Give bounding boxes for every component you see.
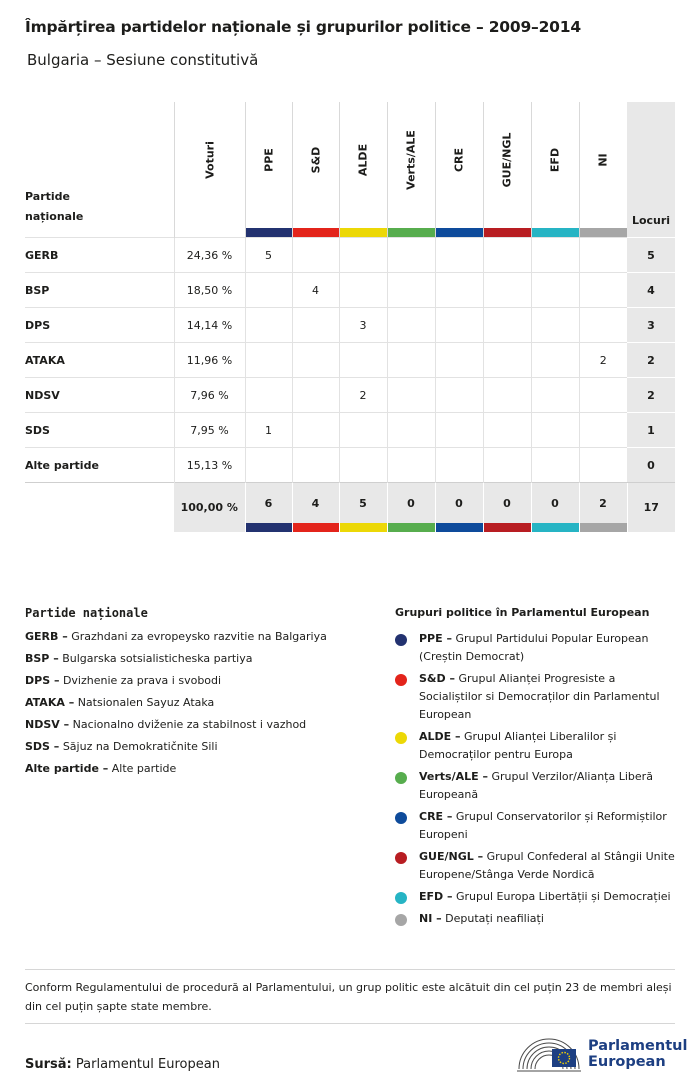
party-name-cell: DPS (25, 308, 174, 343)
seat-cell (339, 273, 387, 308)
seats-column-header: Locuri (627, 102, 675, 238)
seat-cell (387, 308, 435, 343)
group-color-bar (580, 228, 628, 237)
group-legend-item (395, 808, 680, 844)
seat-cell (483, 273, 531, 308)
parliament-hemicycle-icon (516, 1033, 582, 1073)
group-legend-item (395, 888, 680, 906)
group-color-bar (293, 523, 339, 532)
group-legend-name: Grupul Verzilor/Alianța Liberă Europeană (419, 770, 653, 801)
party-column-header (25, 102, 174, 238)
seat-cell (292, 378, 339, 413)
source-label: Sursă: (25, 1057, 72, 1072)
group-legend-code: CRE – (419, 810, 453, 823)
group-legend-name: Grupul Alianței Liberalilor și Democraților pentru Europa (419, 730, 617, 761)
party-legend-item (25, 758, 375, 780)
political-groups-legend-title: Grupuri politice în Parlamentul European (395, 606, 650, 619)
group-header-ni (579, 102, 627, 238)
seat-cell (435, 343, 483, 378)
group-legend-item (395, 768, 680, 804)
group-header-label: Verts/ALE (404, 130, 418, 190)
party-legend-name: Natsionalen Sayuz Ataka (77, 696, 215, 709)
seat-cell (387, 273, 435, 308)
seat-cell (387, 413, 435, 448)
seat-cell (531, 448, 579, 483)
totals-row (25, 483, 675, 533)
group-header-label: GUE/NGL (500, 132, 514, 188)
seat-cell (483, 343, 531, 378)
party-legend-name: Nacionalno dviženie za stabilnost i vazhod (72, 718, 307, 731)
group-header-label: PPE (262, 148, 275, 172)
group-color-bar (532, 228, 579, 237)
group-color-dot-icon (395, 914, 407, 926)
seat-cell (531, 343, 579, 378)
party-legend-code: DPS – (25, 674, 60, 687)
votes-cell: 7,96 % (174, 378, 245, 413)
page-subtitle: Bulgaria – Sesiune constitutivă (27, 51, 259, 69)
seat-cell (339, 448, 387, 483)
group-legend-name: Grupul Europa Libertății și Democrației (456, 890, 671, 903)
group-legend-code: EFD – (419, 890, 453, 903)
group-header-label: NI (596, 153, 610, 167)
totals-blank-cell (25, 483, 174, 533)
seat-cell (531, 238, 579, 273)
votes-cell: 18,50 % (174, 273, 245, 308)
table-body (25, 238, 675, 533)
group-color-bar (580, 523, 627, 532)
seat-distribution-table (25, 102, 675, 532)
seat-cell (292, 413, 339, 448)
votes-total-cell: 100,00 % (174, 483, 245, 533)
logo-line-2: European (588, 1054, 666, 1070)
seat-cell (531, 273, 579, 308)
party-header-text: Partide naționale (25, 190, 84, 223)
seat-cell (579, 448, 627, 483)
group-header-label: S&D (309, 146, 322, 174)
seat-cell (435, 448, 483, 483)
seat-cell: 4 (292, 273, 339, 308)
divider-top (25, 969, 675, 970)
party-legend-name: Săjuz na Demokratičnite Sili (62, 740, 218, 753)
party-name-cell: SDS (25, 413, 174, 448)
party-legend-code: GERB – (25, 630, 68, 643)
group-color-bar (388, 228, 435, 237)
group-legend-code: Verts/ALE – (419, 770, 488, 783)
national-parties-legend-list (25, 626, 375, 780)
group-color-bar (436, 228, 483, 237)
party-legend-item (25, 736, 375, 758)
seat-cell (245, 273, 292, 308)
seat-cell (292, 238, 339, 273)
seat-cell (435, 413, 483, 448)
party-legend-name: Dvizhenie za prava i svobodi (62, 674, 222, 687)
group-header-alde (339, 102, 387, 238)
total-seats-cell: 2 (627, 343, 675, 378)
group-legend-name: Grupul Conservatorilor și Reformiștilor Europeni (419, 810, 667, 841)
group-total-cell: 0 (435, 483, 483, 533)
group-header-s-d (292, 102, 339, 238)
divider-bottom (25, 1023, 675, 1024)
table-row (25, 308, 675, 343)
national-parties-legend (25, 606, 375, 780)
party-legend-item (25, 670, 375, 692)
party-legend-code: BSP – (25, 652, 59, 665)
group-legend-code: S&D – (419, 672, 455, 685)
group-legend-item (395, 910, 680, 928)
group-color-bar (388, 523, 435, 532)
group-total-cell: 2 (579, 483, 627, 533)
group-legend-name: Grupul Alianței Progresiste a Socialiștilor si Democraților din Parlamentul European (419, 672, 660, 721)
seat-cell (579, 273, 627, 308)
group-color-bar (293, 228, 339, 237)
table-row (25, 273, 675, 308)
group-color-bar (436, 523, 483, 532)
party-legend-item (25, 692, 375, 714)
group-header-ppe (245, 102, 292, 238)
seat-cell (435, 238, 483, 273)
seat-cell (387, 378, 435, 413)
total-seats-cell: 0 (627, 448, 675, 483)
seat-cell (531, 308, 579, 343)
votes-cell: 24,36 % (174, 238, 245, 273)
group-header-verts-ale (387, 102, 435, 238)
party-name-cell: NDSV (25, 378, 174, 413)
seat-cell (339, 343, 387, 378)
parliament-logo (516, 1033, 688, 1073)
group-total-cell: 0 (387, 483, 435, 533)
source-line (25, 1057, 220, 1072)
party-legend-code: Alte partide – (25, 762, 109, 775)
total-seats-cell: 4 (627, 273, 675, 308)
source-text: Parlamentul European (75, 1057, 220, 1072)
votes-cell: 14,14 % (174, 308, 245, 343)
total-seats-cell: 2 (627, 378, 675, 413)
seat-cell (531, 413, 579, 448)
seat-cell (292, 448, 339, 483)
group-header-label: EFD (548, 147, 562, 173)
group-total-cell: 5 (339, 483, 387, 533)
seat-cell (292, 308, 339, 343)
party-name-cell: ATAKA (25, 343, 174, 378)
group-legend-item (395, 670, 680, 724)
total-seats-cell: 1 (627, 413, 675, 448)
group-legend-item (395, 728, 680, 764)
seat-cell (245, 343, 292, 378)
seat-cell (387, 238, 435, 273)
group-total-cell: 4 (292, 483, 339, 533)
group-legend-code: ALDE – (419, 730, 461, 743)
seat-cell (292, 343, 339, 378)
group-color-dot-icon (395, 634, 407, 646)
group-color-bar (246, 228, 292, 237)
logo-line-1: Parlamentul (588, 1038, 688, 1054)
party-legend-item (25, 626, 375, 648)
table-row (25, 413, 675, 448)
seat-cell (435, 378, 483, 413)
group-color-dot-icon (395, 812, 407, 824)
seat-cell (579, 308, 627, 343)
table-row (25, 343, 675, 378)
votes-cell: 7,95 % (174, 413, 245, 448)
table-row (25, 448, 675, 483)
table-row (25, 238, 675, 273)
party-name-cell: GERB (25, 238, 174, 273)
group-color-dot-icon (395, 892, 407, 904)
page-title: Împărțirea partidelor naționale și grupurilor politice – 2009–2014 (25, 18, 581, 36)
group-legend-item (395, 848, 680, 884)
seat-cell (245, 308, 292, 343)
votes-cell: 11,96 % (174, 343, 245, 378)
seat-cell: 5 (245, 238, 292, 273)
seat-cell (483, 413, 531, 448)
group-legend-code: NI – (419, 912, 442, 925)
group-total-cell: 0 (483, 483, 531, 533)
seat-cell (483, 378, 531, 413)
group-color-bar (484, 523, 531, 532)
party-legend-code: SDS – (25, 740, 60, 753)
group-legend-name: Deputați neafiliați (445, 912, 544, 925)
political-groups-legend (395, 606, 680, 932)
group-total-cell: 6 (245, 483, 292, 533)
party-legend-name: Bulgarska sotsialisticheska partiya (62, 652, 253, 665)
group-legend-name: Grupul Confederal al Stângii Unite Europene/Stânga Verde Nordică (419, 850, 675, 881)
footnote: Conform Regulamentului de procedură al Parlamentului, un grup politic este alcătuit din cel puțin 23 de membri aleși din cel puțin șapte state membre. (25, 981, 672, 1013)
party-legend-name: Grazhdani za evropeysko razvitie na Balgariya (71, 630, 327, 643)
seat-cell (579, 378, 627, 413)
party-legend-code: ATAKA – (25, 696, 75, 709)
group-header-efd (531, 102, 579, 238)
seat-cell (435, 308, 483, 343)
group-color-bar (340, 228, 387, 237)
group-header-label: ALDE (356, 143, 370, 177)
group-header-label: CRE (452, 147, 466, 173)
group-total-cell: 0 (531, 483, 579, 533)
seat-cell (579, 238, 627, 273)
group-color-bar (532, 523, 579, 532)
seat-cell (483, 448, 531, 483)
table-header-row (25, 102, 675, 238)
eu-flag-icon (552, 1049, 576, 1067)
votes-column-header (174, 102, 245, 238)
seat-cell: 2 (339, 378, 387, 413)
seat-cell: 3 (339, 308, 387, 343)
seat-cell (339, 413, 387, 448)
group-color-bar (484, 228, 531, 237)
total-seats-cell: 3 (627, 308, 675, 343)
group-legend-name: Grupul Partidului Popular European (Creștin Democrat) (419, 632, 649, 663)
political-groups-legend-list (395, 630, 680, 928)
party-legend-item (25, 714, 375, 736)
seat-cell (339, 238, 387, 273)
seat-cell (245, 378, 292, 413)
seat-cell: 1 (245, 413, 292, 448)
votes-cell: 15,13 % (174, 448, 245, 483)
party-legend-item (25, 648, 375, 670)
party-name-cell: BSP (25, 273, 174, 308)
group-header-cre (435, 102, 483, 238)
seat-cell (245, 448, 292, 483)
group-legend-item (395, 630, 680, 666)
seat-cell (387, 448, 435, 483)
group-header-gue-ngl (483, 102, 531, 238)
national-parties-legend-title: Partide naționale (25, 606, 148, 620)
total-seats-cell: 5 (627, 238, 675, 273)
group-legend-code: GUE/NGL – (419, 850, 484, 863)
group-color-dot-icon (395, 674, 407, 686)
group-color-dot-icon (395, 732, 407, 744)
seat-cell (435, 273, 483, 308)
grand-total-cell: 17 (627, 483, 675, 533)
seat-cell (531, 378, 579, 413)
seat-cell (387, 343, 435, 378)
logo-text (588, 1038, 687, 1070)
group-color-dot-icon (395, 852, 407, 864)
seat-cell (483, 238, 531, 273)
party-legend-code: NDSV – (25, 718, 70, 731)
seat-cell (483, 308, 531, 343)
group-legend-code: PPE – (419, 632, 452, 645)
seat-cell (579, 413, 627, 448)
group-color-bar (246, 523, 292, 532)
seat-cell: 2 (579, 343, 627, 378)
group-color-dot-icon (395, 772, 407, 784)
party-name-cell: Alte partide (25, 448, 174, 483)
table-row (25, 378, 675, 413)
votes-header-label: Voturi (203, 141, 216, 179)
party-legend-name: Alte partide (111, 762, 177, 775)
group-color-bar (340, 523, 387, 532)
